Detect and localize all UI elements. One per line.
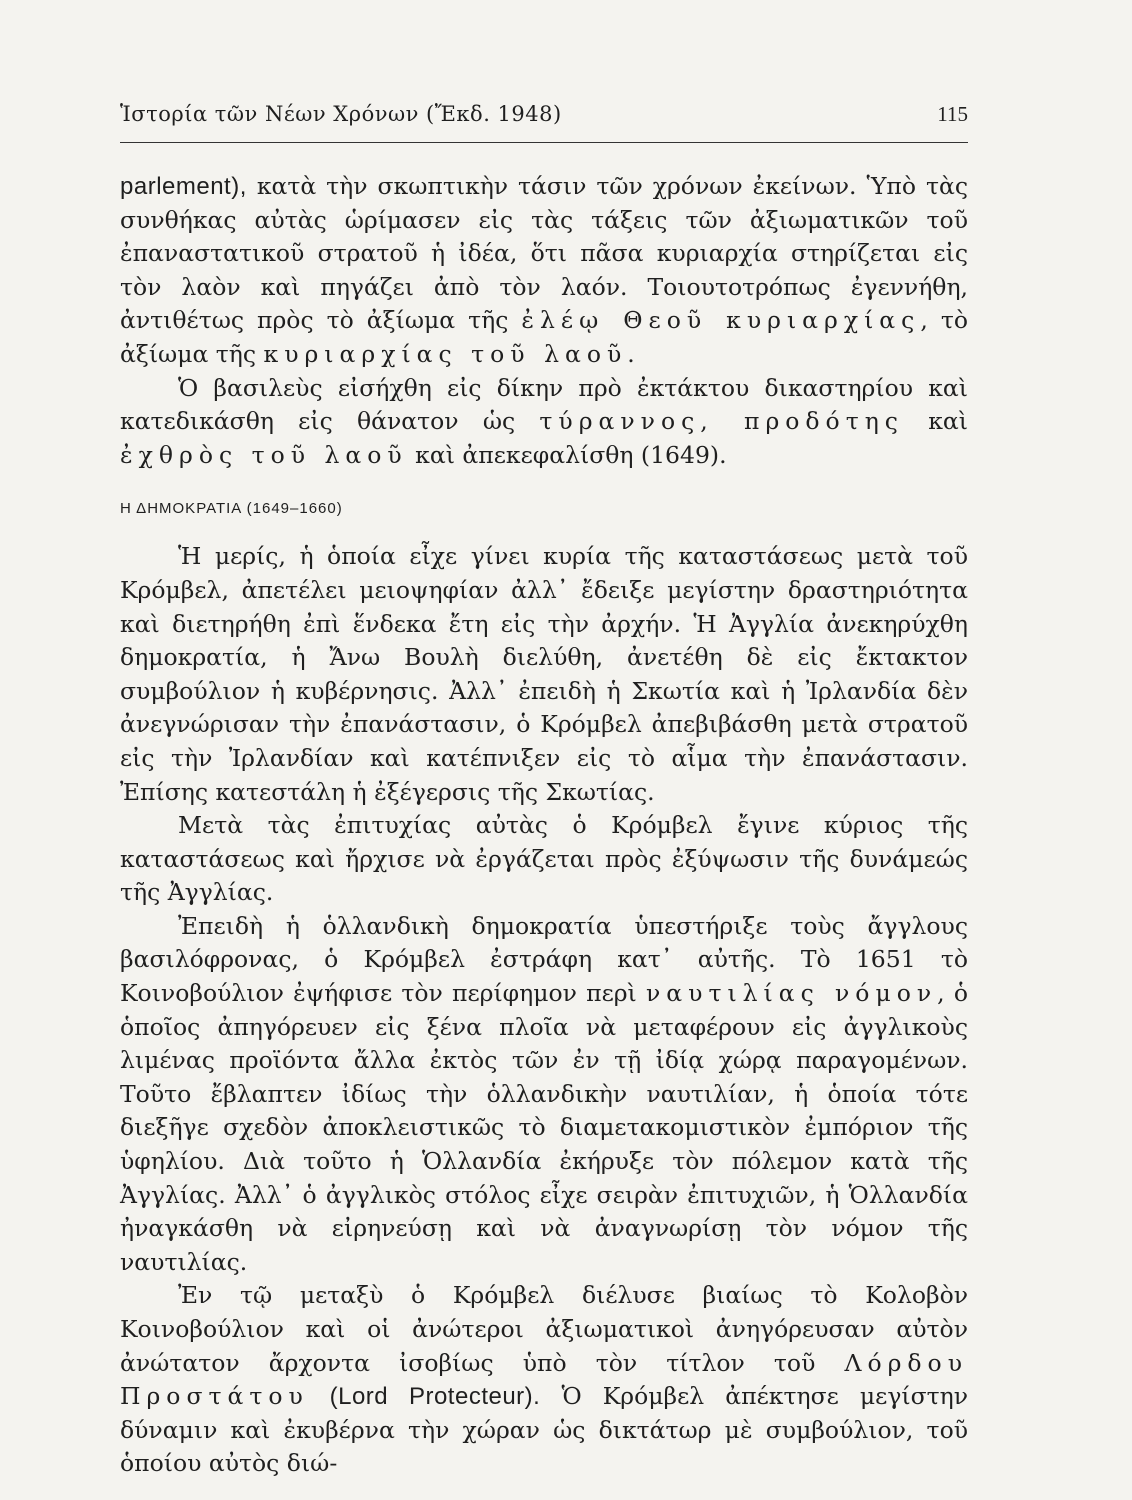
spaced-emphasis: ναυτιλίας νόμον <box>646 979 938 1008</box>
paragraph-5: Ἐπειδὴ ἡ ὁλλανδικὴ δημοκρατία ὑπεστήριξε τοὺς ἄγγλους βασιλόφρονας, ὁ Κρόμβελ ἐστράφη κατ᾿ αὐτῆς. Τὸ 1651 τὸ Κοινοβούλιον ἐψήφισε τὸν περίφημον περὶ ναυτιλίας νόμον, ὁ ὁποῖος ἀπηγόρευεν εἰς ξένα πλοῖα νὰ μεταφέρουν εἰς ἀγγλικοὺς λιμένας προϊόντα ἄλλα ἐκτὸς τῶν ἐν τῇ ἰδίᾳ χώρᾳ παραγομένων. Τοῦτο ἔβλαπτεν ἰδίως τὴν ὁλλανδικὴν ναυτιλίαν, ἡ ὁποία τότε διεξῆγε σχεδὸν ἀποκλειστικῶς τὸ διαμετακομιστικὸν ἐμπόριον τῆς ὑφηλίου. Διὰ τοῦτο ἡ Ὁλλανδία ἐκήρυξε τὸν πόλεμον κατὰ τῆς Ἀγγλίας. Ἀλλ᾿ ὁ ἀγγλικὸς στόλος εἶχε σειρὰν ἐπιτυχιῶν, ἡ Ὁλλανδία ἠναγκάσθη νὰ εἰρηνεύσῃ καὶ νὰ ἀναγνωρίσῃ τὸν νόμον τῆς ναυτιλίας. <box>120 911 968 1276</box>
spaced-emphasis: τύραννος, προδότης <box>539 407 904 436</box>
section-heading: Η ΔΗΜΟΚΡΑΤΙΑ (1649–1660) <box>120 500 343 518</box>
paragraph-2: Ὁ βασιλεὺς εἰσήχθη εἰς δίκην πρὸ ἐκτάκτου δικαστηρίου καὶ κατεδικάσθη εἰς θάνατον ὡς τύραννος, προδότης καὶ ἐχθρὸς τοῦ λαοῦ καὶ ἀπεκεφαλίσθη (1649). <box>120 373 968 469</box>
paragraph-4: Μετὰ τὰς ἐπιτυχίας αὐτὰς ὁ Κρόμβελ ἔγινε κύριος τῆς καταστάσεως καὶ ἤρχισε νὰ ἐργάζεται πρὸς ἐξύψωσιν τῆς δυνάμεώς τῆς Ἀγγλίας. <box>120 811 968 907</box>
spaced-emphasis: κυριαρχίας τοῦ λαοῦ <box>263 339 628 368</box>
latin-term: parlement), <box>120 173 247 200</box>
paragraph-1: parlement), κατὰ τὴν σκωπτικὴν τάσιν τῶν χρόνων ἐκείνων. Ὑπὸ τὰς συνθήκας αὐτὰς ὡρίμασεν εἰς τὰς τάξεις τῶν ἀξιωματικῶν τοῦ ἐπαναστατικοῦ στρατοῦ ἡ ἰδέα, ὅτι πᾶσα κυριαρχία στηρίζεται εἰς τὸν λαὸν καὶ πηγάζει ἀπὸ τὸν λαόν. Τοιουτοτρόπως ἐγεννήθη, ἀντιθέτως πρὸς τὸ ἀξίωμα τῆς ἐλέῳ Θεοῦ κυριαρχίας, τὸ ἀξίωμα τῆς κυριαρχίας τοῦ λαοῦ. <box>120 172 968 368</box>
spaced-emphasis: Λόρδου Προστάτου <box>120 1348 968 1411</box>
spaced-emphasis: ἐχθρὸς τοῦ λαοῦ <box>120 440 408 469</box>
spaced-emphasis: ἐλέῳ Θεοῦ κυριαρχίας <box>521 306 921 335</box>
running-header <box>120 102 968 143</box>
body-text <box>120 170 968 1481</box>
paragraph-6: Ἐν τῷ μεταξὺ ὁ Κρόμβελ διέλυσε βιαίως τὸ Κολοβὸν Κοινοβούλιον καὶ οἱ ἀνώτεροι ἀξιωματικοὶ ἀνηγόρευσαν αὐτὸν ἀνώτατον ἄρχοντα ἰσοβίως ὑπὸ τὸν τίτλον τοῦ Λόρδου Προστάτου (Lord Protecteur). Ὁ Κρόμβελ ἀπέκτησε μεγίστην δύναμιν καὶ ἐκυβέρνα τὴν χώραν ὡς δικτάτωρ μὲ συμβούλιον, τοῦ ὁποίου αὐτὸς διώ- <box>120 1281 969 1478</box>
latin-term: (Lord Protecteur). <box>308 1383 541 1411</box>
paragraph-3: Ἡ μερίς, ἡ ὁποία εἶχε γίνει κυρία τῆς καταστάσεως μετὰ τοῦ Κρόμβελ, ἀπετέλει μειοψηφίαν ἀλλ᾿ ἔδειξε μεγίστην δραστηριότητα καὶ διετηρήθη ἐπὶ ἕνδεκα ἔτη εἰς τὴν ἀρχήν. Ἡ Ἀγγλία ἀνεκηρύχθη δημοκρατία, ἡ Ἄνω Βουλὴ διελύθη, ἀνετέθη δὲ εἰς ἔκτακτον συμβούλιον ἡ κυβέρνησις. Ἀλλ᾿ ἐπειδὴ ἡ Σκωτία καὶ ἡ Ἰρλανδία δὲν ἀνεγνώρισαν τὴν ἐπανάστασιν, ὁ Κρόμβελ ἀπεβιβάσθη μετὰ στρατοῦ εἰς τὴν Ἰρλανδίαν καὶ κατέπνιξεν εἰς τὸ αἷμα τὴν ἐπανάστασιν. Ἐπίσης κατεστάλη ἡ ἐξέγερσις τῆς Σκωτίας. <box>120 542 968 806</box>
running-title: Ἱστορία τῶν Νέων Χρόνων (Ἔκδ. 1948) <box>120 102 562 126</box>
page-number: 115 <box>937 102 968 126</box>
